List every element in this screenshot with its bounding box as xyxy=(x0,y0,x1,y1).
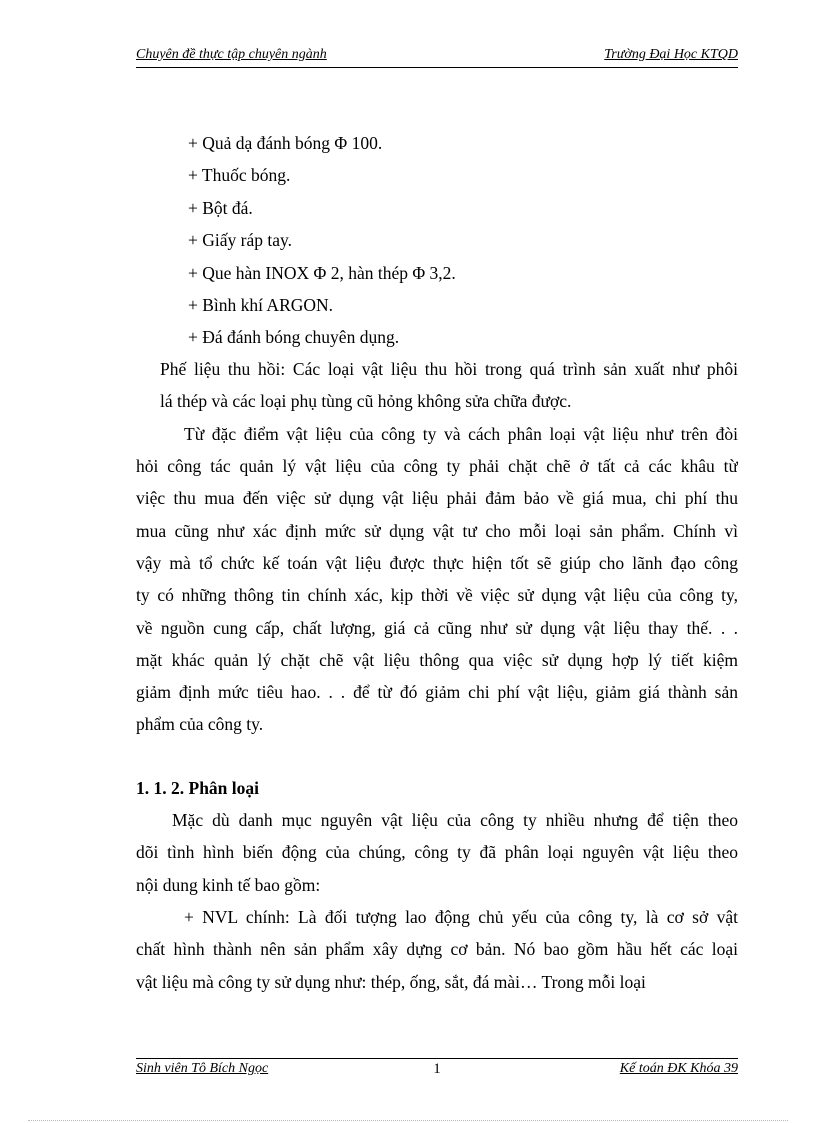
paragraph-line: vật liệu mà công ty sử dụng như: thép, ống, sắt, đá mài… Trong mỗi loại xyxy=(136,972,646,992)
paragraph-line: + NVL chính: Là đối tượng lao động chủ yếu của công ty, là cơ sở vật xyxy=(184,907,738,927)
header-left-text: Chuyên đề thực tập chuyên ngành xyxy=(136,47,327,62)
paragraph-line: dõi tình hình biến động của chúng, công ty đã phân loại nguyên vật liệu theo xyxy=(136,842,738,862)
page-header xyxy=(136,47,738,68)
paragraph-line: mặt khác quản lý chặt chẽ vật liệu thông qua việc sử dụng hợp lý tiết kiệm xyxy=(136,650,738,670)
paragraph-line: vậy mà tổ chức kế toán vật liệu được thực hiện tốt sẽ giúp cho lãnh đạo công xyxy=(136,553,738,573)
page-boundary-divider xyxy=(28,1120,788,1121)
bullet-item: + Bình khí ARGON. xyxy=(188,295,334,315)
footer-left-text: Sinh viên Tô Bích Ngọc xyxy=(136,1061,269,1076)
paragraph-line: hỏi công tác quản lý vật liệu của công ty phải chặt chẽ ở tất cả các khâu từ xyxy=(136,456,738,476)
paragraph-line: về nguồn cung cấp, chất lượng, giá cả cũng như sử dụng vật liệu thay thế. . . xyxy=(136,618,738,638)
bullet-item: + Que hàn INOX Φ 2, hàn thép Φ 3,2. xyxy=(188,263,456,283)
bullet-item: + Giấy ráp tay. xyxy=(188,230,292,250)
bullet-item: + Đá đánh bóng chuyên dụng. xyxy=(188,327,400,347)
scrap-paragraph-line: Phế liệu thu hồi: Các loại vật liệu thu hồi trong quá trình sản xuất như phôi xyxy=(160,359,738,379)
paragraph-line: nội dung kinh tế bao gồm: xyxy=(136,875,321,895)
page-footer xyxy=(136,1058,738,1081)
section-heading: 1. 1. 2. Phân loại xyxy=(136,778,260,798)
bullet-item: + Bột đá. xyxy=(188,198,253,218)
paragraph-line: giảm định mức tiêu hao. . . để từ đó giảm chi phí vật liệu, giảm giá thành sản xyxy=(136,682,738,702)
header-right-text: Trường Đại Học KTQD xyxy=(604,47,738,62)
scrap-paragraph-line: lá thép và các loại phụ tùng cũ hỏng không sửa chữa được. xyxy=(160,391,572,411)
bullet-item: + Quả dạ đánh bóng Φ 100. xyxy=(188,133,383,153)
paragraph-line: việc thu mua đến việc sử dụng vật liệu phải đảm bảo về giá mua, chi phí thu xyxy=(136,488,738,508)
paragraph-line: chất hình thành nên sản phẩm xây dựng cơ bản. Nó bao gồm hầu hết các loại xyxy=(136,939,738,959)
footer-right-text: Kế toán ĐK Khóa 39 xyxy=(619,1061,738,1076)
bullet-item: + Thuốc bóng. xyxy=(188,165,291,185)
paragraph-line: mua cũng như xác định mức sử dụng vật tư cho mỗi loại sản phẩm. Chính vì xyxy=(136,521,738,541)
paragraph-line: ty có những thông tin chính xác, kịp thời về việc sử dụng vật liệu của công ty, xyxy=(136,585,738,605)
page-number: 1 xyxy=(433,1061,441,1077)
paragraph-line: Mặc dù danh mục nguyên vật liệu của công ty nhiều nhưng để tiện theo xyxy=(172,810,738,830)
paragraph-line: Từ đặc điểm vật liệu của công ty và cách phân loại vật liệu như trên đòi xyxy=(184,424,738,444)
paragraph-line: phẩm của công ty. xyxy=(136,714,264,734)
